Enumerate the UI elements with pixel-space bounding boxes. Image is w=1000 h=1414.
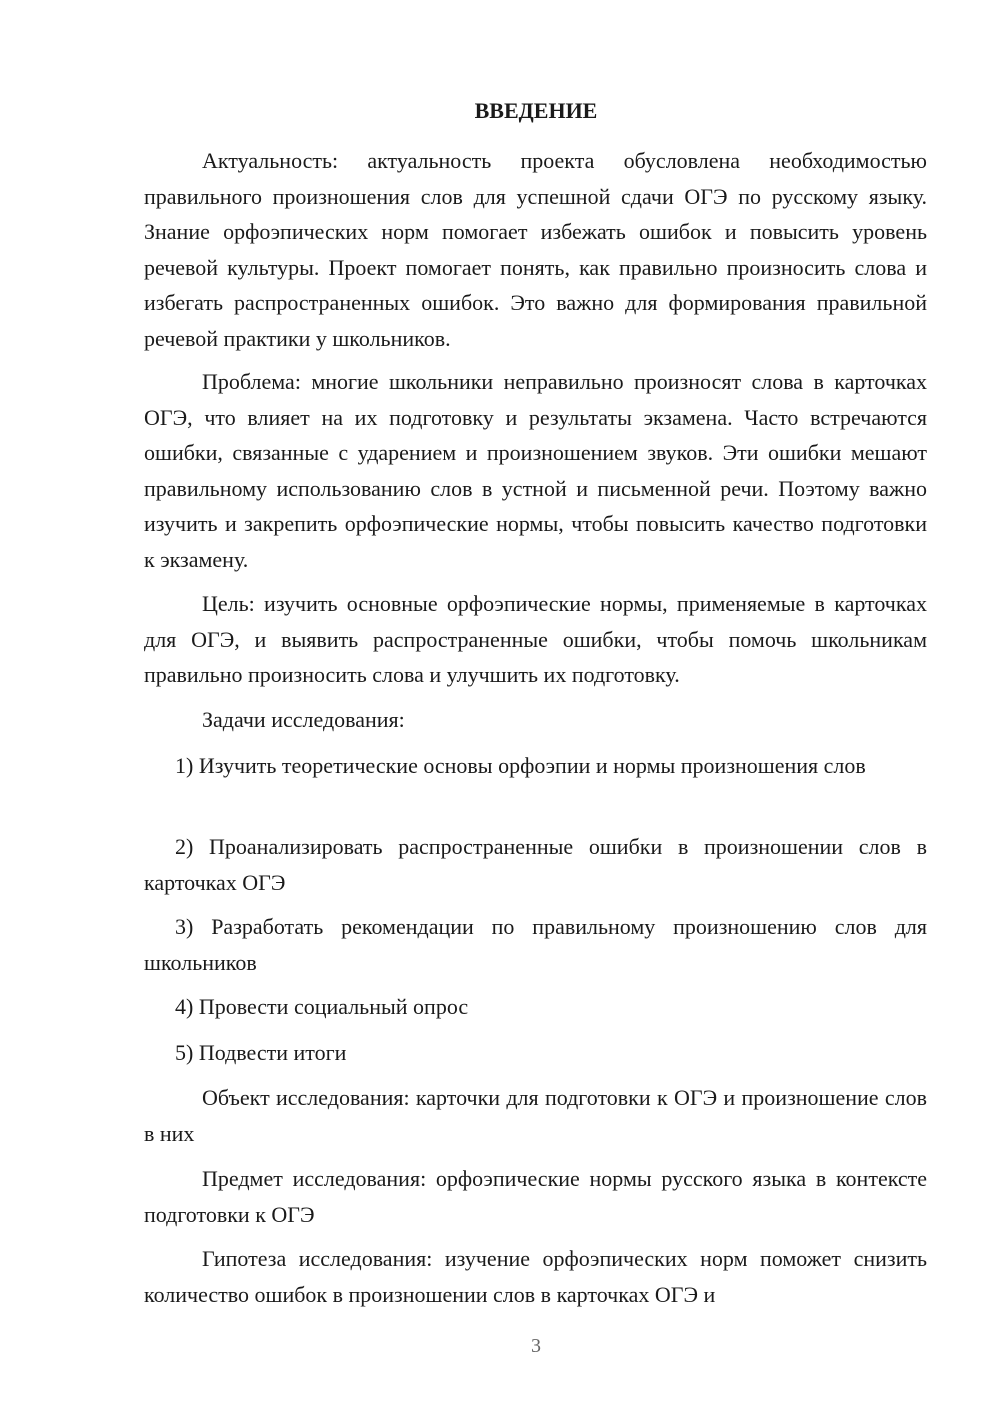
list-item-task-4: 4) Провести социальный опрос [175,994,469,1019]
paragraph-problem: Проблема: многие школьники неправильно произносят слова в карточках ОГЭ, что влияет на их подготовку и результаты экзамена. Часто встречаются ошибки, связанные с ударением и произношением звуков. Эти ошибки мешают правильному использованию слов в устной и письменной речи. Поэтому важно изучить и закрепить орфоэпические нормы, чтобы повысить качество подготовки к экзамену. [144,369,927,572]
page-title: ВВЕДЕНИЕ [474,98,598,123]
paragraph-object: Объект исследования: карточки для подготовки к ОГЭ и произношение слов в них [144,1085,927,1146]
paragraph-subject: Предмет исследования: орфоэпические нормы русского языка в контексте подготовки к ОГЭ [144,1166,927,1227]
list-item-task-1: 1) Изучить теоретические основы орфоэпии и нормы произношения слов [175,753,866,778]
tasks-heading: Задачи исследования: [202,707,405,732]
page-number: 3 [531,1335,541,1357]
list-item-task-2: 2) Проанализировать распространенные ошибки в произношении слов в карточках ОГЭ [144,834,927,895]
paragraph-hypothesis: Гипотеза исследования: изучение орфоэпических норм поможет снизить количество ошибок в произношении слов в карточках ОГЭ и [144,1246,927,1307]
paragraph-relevance: Актуальность: актуальность проекта обусловлена необходимостью правильного произношения слов для успешной сдачи ОГЭ по русскому языку. Знание орфоэпических норм помогает избежать ошибок и повысить уровень речевой культуры. Проект помогает понять, как правильно произносить слова и избегать распространенных ошибок. Это важно для формирования правильной речевой практики у школьников. [144,148,927,351]
paragraph-goal: Цель: изучить основные орфоэпические нормы, применяемые в карточках для ОГЭ, и выявить распространенные ошибки, чтобы помочь школьникам правильно произносить слова и улучшить их подготовку. [144,591,927,687]
list-item-task-3: 3) Разработать рекомендации по правильному произношению слов для школьников [144,914,927,975]
list-item-task-5: 5) Подвести итоги [175,1040,347,1065]
